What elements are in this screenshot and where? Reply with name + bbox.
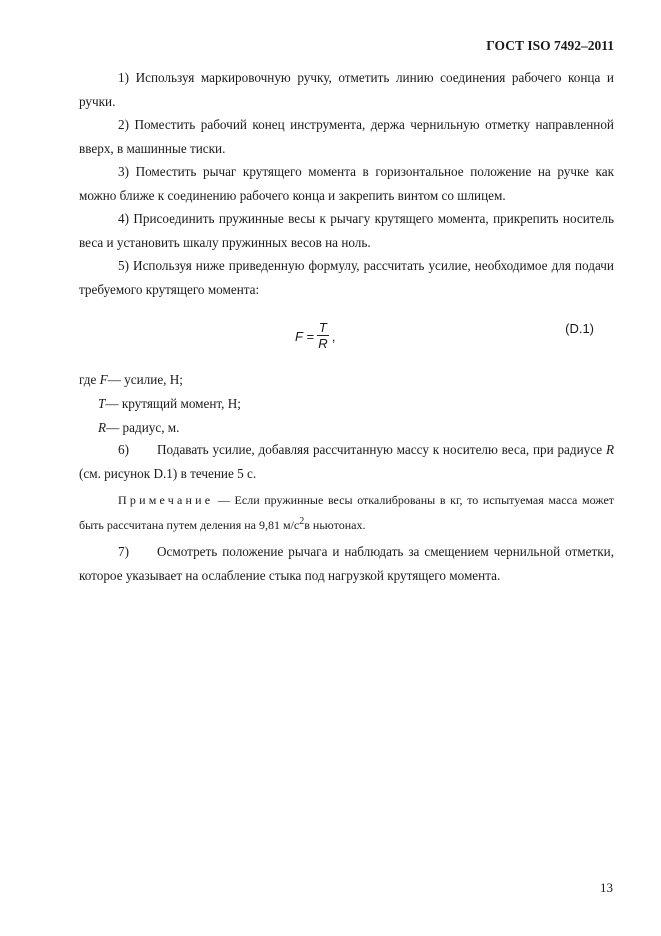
where-T-desc: — крутящий момент, Н; [105, 396, 241, 411]
step-5: 5) Используя ниже приведенную формулу, рассчитать усилие, необходимое для подачи требуемого крутящего момента: [79, 258, 614, 297]
formula [295, 316, 336, 356]
step-2: 2) Поместить рабочий конец инструмента, держа чернильную отметку направленной вверх, в машинные тиски. [79, 117, 614, 156]
formula-lhs: F = [295, 328, 314, 344]
formula-numerator: T [318, 320, 327, 335]
step-7-number: 7) [118, 544, 129, 559]
step-7 [79, 540, 614, 587]
step-7-text: Осмотреть положение рычага и наблюдать за смещением чернильной отметки, которое указывает на ослабление стыка под нагрузкой крутящего момента. [79, 544, 614, 583]
where-intro: где [79, 372, 97, 387]
where-R-desc: — радиус, м. [106, 420, 180, 435]
note-superscript: 2 [299, 516, 305, 527]
where-T [79, 392, 241, 416]
note-text-a: — Если пружинные весы откалиброваны в кг, то испытуемая масса может быть рассчитана путем деления на 9,81 м/с [79, 493, 615, 532]
note-label: Примечание [118, 493, 214, 507]
step-6-number: 6) [118, 442, 129, 457]
where-block [79, 368, 241, 440]
formula-trail: , [331, 328, 336, 344]
symbol-F: F [99, 372, 108, 387]
formula-denominator: R [318, 336, 328, 351]
steps-block [79, 66, 614, 301]
symbol-R: R [98, 420, 107, 435]
note-text-b: в ньютонах. [304, 518, 366, 532]
formula-row [79, 316, 614, 356]
where-R [79, 416, 241, 440]
equation-number: (D.1) [565, 321, 594, 336]
formula-fraction [317, 320, 329, 352]
document-code-header: ГОСТ ISO 7492–2011 [486, 38, 614, 53]
step-6-text-b: (см. рисунок D.1) в течение 5 с. [79, 465, 257, 481]
where-F-desc: — усилие, Н; [107, 372, 183, 387]
where-F [79, 368, 241, 392]
step-6-text-a: Подавать усилие, добавляя рассчитанную массу к носителю веса, при радиусе [157, 442, 603, 457]
page-number: 13 [600, 880, 613, 895]
note [79, 489, 614, 536]
step-3: 3) Поместить рычаг крутящего момента в горизонтальное положение на ручке как можно ближе к соединению рабочего конца и закрепить винтом со шлицем. [79, 164, 614, 203]
step-4: 4) Присоединить пружинные весы к рычагу крутящего момента, прикрепить носитель веса и установить шкалу пружинных весов на ноль. [79, 211, 614, 250]
step-1: 1) Используя маркировочную ручку, отметить линию соединения рабочего конца и ручки. [79, 70, 614, 109]
symbol-R-step6: R [605, 442, 615, 457]
symbol-T: T [98, 396, 106, 411]
step-6 [79, 438, 614, 485]
